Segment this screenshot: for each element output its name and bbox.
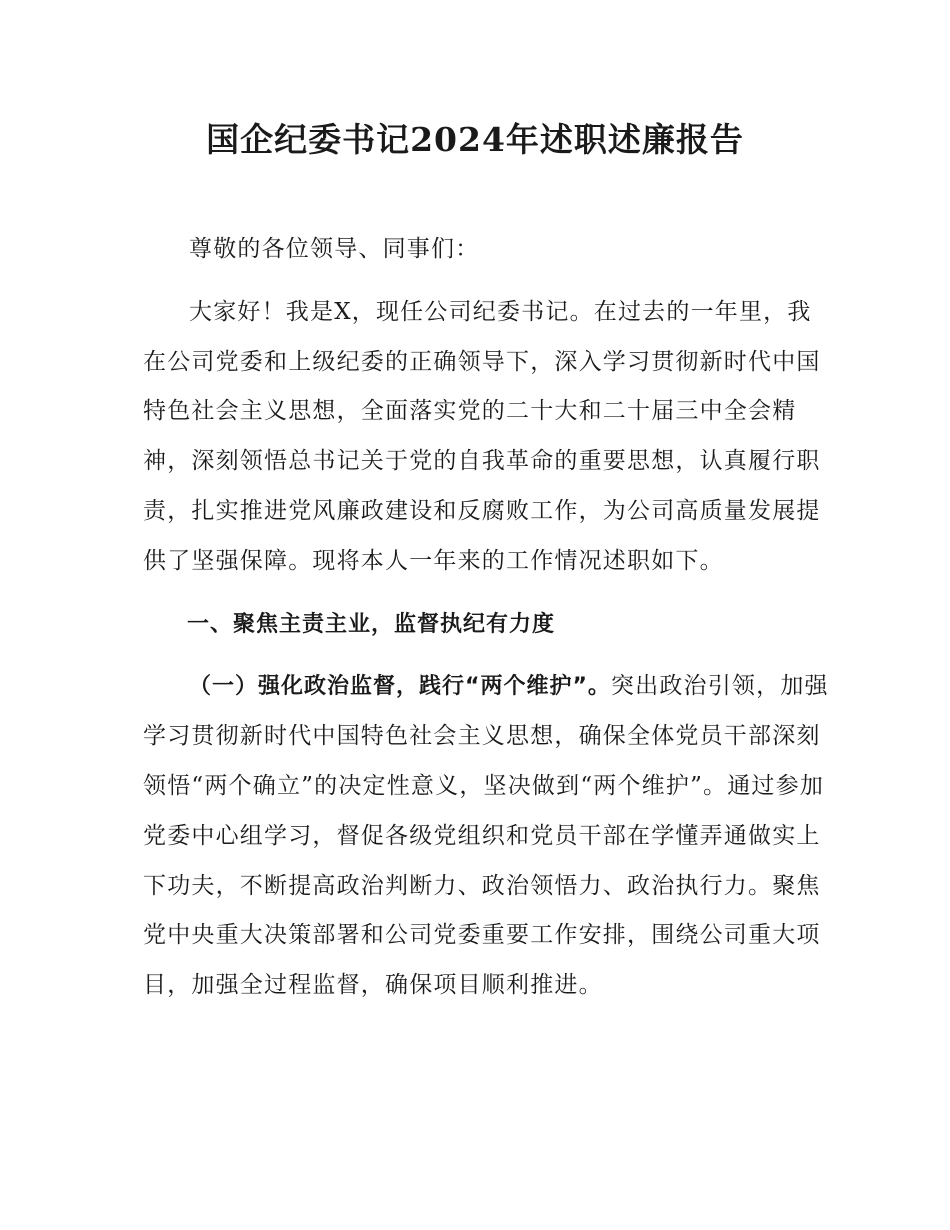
intro-paragraph: 大家好！我是X，现任公司纪委书记。在过去的一年里，我在公司党委和上级纪委的正确领导下，深入学习贯彻新时代中国特色社会主义思想，全面落实党的二十大和二十届三中全会精神，深刻领悟总书记关于党的自我革命的重要思想，认真履行职责，扎实推进党风廉政建设和反腐败工作，为公司高质量发展提供了坚强保障。现将本人一年来的工作情况述职如下。 [143, 298, 821, 574]
paragraph-gap [143, 275, 831, 288]
document-body [143, 225, 831, 1011]
subsection-body-1: 突出政治引领，加强学习贯彻新时代中国特色社会主义思想，确保全体党员干部深刻领悟“两个确立”的决定性意义，坚决做到“两个维护”。通过参加党委中心组学习，督促各级党组织和党员干部在学懂弄通做实上下功夫，不断提高政治判断力、政治领悟力、政治执行力。聚焦党中央重大决策部署和公司党委重要工作安排，围绕公司重大项目，加强全过程监督，确保项目顺利推进。 [143, 673, 829, 999]
document-title: 国企纪委书记2024年述职述廉报告 [206, 120, 744, 159]
subsection-heading-1: （一）强化政治监督，践行“两个维护”。 [189, 674, 611, 700]
subsection-paragraph-1 [143, 662, 831, 1011]
section-heading-1: 一、聚焦主责主业，监督执纪有力度 [187, 611, 556, 637]
paragraph-gap [143, 587, 831, 600]
salutation: 尊敬的各位领导、同事们： [189, 236, 480, 262]
paragraph-gap [143, 649, 831, 662]
